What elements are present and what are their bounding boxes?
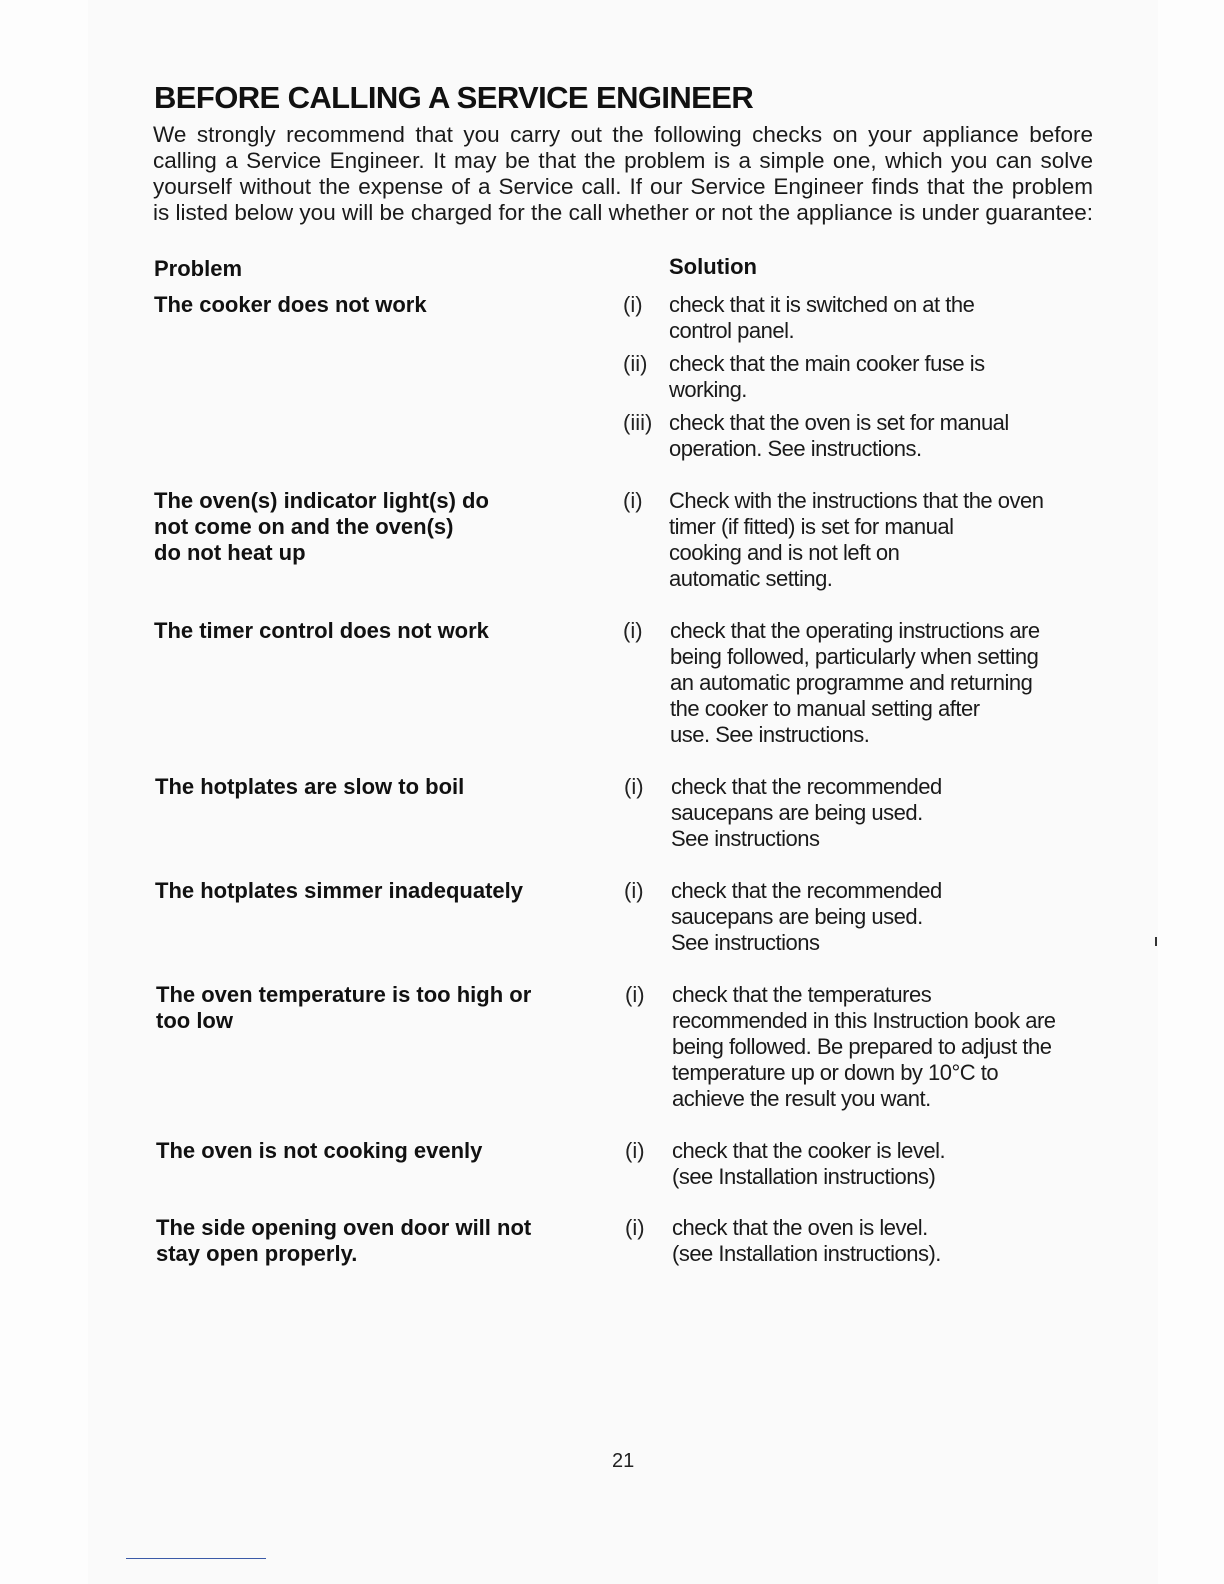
solution-line: cooking and is not left on xyxy=(669,540,900,565)
solution-line: achieve the result you want. xyxy=(672,1086,931,1111)
problem-column-header: Problem xyxy=(154,256,243,281)
solution-text xyxy=(670,618,1100,748)
intro-line: calling a Service Engineer. It may be that the problem is a simple one, which you can solve xyxy=(153,148,1093,173)
problem-indicator-lights xyxy=(154,488,594,566)
problem-oven-temperature xyxy=(156,982,596,1034)
solution-line: temperature up or down by 10°C to xyxy=(672,1060,999,1085)
solution-line: saucepans are being used. xyxy=(671,800,923,825)
problem-slow-to-boil xyxy=(155,774,595,800)
intro-line: We strongly recommend that you carry out the following checks on your appliance before xyxy=(153,122,1093,147)
problem-line: stay open properly. xyxy=(156,1241,358,1266)
solution-line: the cooker to manual setting after xyxy=(670,696,980,721)
problem-line: The timer control does not work xyxy=(154,618,489,643)
solution-line: check that the operating instructions are xyxy=(670,618,1040,643)
solution-text xyxy=(669,410,1099,462)
solution-line: (see Installation instructions) xyxy=(672,1164,936,1189)
problem-oven-door xyxy=(156,1215,596,1267)
solution-number: (iii) xyxy=(623,410,653,435)
solution-text xyxy=(669,351,1099,403)
problem-uneven-cooking xyxy=(156,1138,596,1164)
problem-line: do not heat up xyxy=(154,540,306,565)
problem-line: The side opening oven door will not xyxy=(156,1215,532,1240)
scan-mark xyxy=(1155,937,1157,946)
intro-line: yourself without the expense of a Service call. If our Service Engineer finds that the problem xyxy=(153,174,1093,199)
solution-line: check that the main cooker fuse is xyxy=(669,351,985,376)
problem-line: The hotplates simmer inadequately xyxy=(155,878,523,903)
solution-line: automatic setting. xyxy=(669,566,833,591)
solution-number: (i) xyxy=(624,878,644,903)
problem-timer-control xyxy=(154,618,594,644)
solution-text xyxy=(672,1138,1102,1190)
problem-line: too low xyxy=(156,1008,233,1033)
solution-line: working. xyxy=(669,377,747,402)
solution-line: saucepans are being used. xyxy=(671,904,923,929)
solution-number: (i) xyxy=(623,488,643,513)
solution-text xyxy=(672,982,1102,1112)
solution-number: (i) xyxy=(623,292,643,317)
solution-number: (i) xyxy=(625,1215,645,1240)
problem-line: not come on and the oven(s) xyxy=(154,514,454,539)
solution-number: (i) xyxy=(624,774,644,799)
solution-line: check that the oven is level. xyxy=(672,1215,928,1240)
intro-paragraph xyxy=(153,122,1093,226)
problem-line: The cooker does not work xyxy=(154,292,427,317)
problem-line: The oven temperature is too high or xyxy=(156,982,532,1007)
solution-line: Check with the instructions that the oven xyxy=(669,488,1044,513)
problem-line: The hotplates are slow to boil xyxy=(155,774,465,799)
solution-number: (i) xyxy=(623,618,643,643)
solution-line: check that the temperatures xyxy=(672,982,932,1007)
solution-text xyxy=(672,1215,1102,1267)
solution-line: recommended in this Instruction book are xyxy=(672,1008,1056,1033)
solution-line: operation. See instructions. xyxy=(669,436,922,461)
solution-text xyxy=(671,878,1101,956)
intro-line: is listed below you will be charged for the call whether or not the appliance is under guarantee: xyxy=(153,200,1093,225)
solution-line: check that the cooker is level. xyxy=(672,1138,946,1163)
problem-cooker-not-working xyxy=(154,292,594,318)
solution-line: See instructions xyxy=(671,826,820,851)
solution-number: (ii) xyxy=(623,351,648,376)
solution-line: timer (if fitted) is set for manual xyxy=(669,514,954,539)
solution-line: an automatic programme and returning xyxy=(670,670,1033,695)
solution-line: check that the oven is set for manual xyxy=(669,410,1009,435)
solution-line: (see Installation instructions). xyxy=(672,1241,941,1266)
solution-line: use. See instructions. xyxy=(670,722,870,747)
solution-text xyxy=(671,774,1101,852)
solution-number: (i) xyxy=(625,1138,645,1163)
solution-text xyxy=(669,292,1099,344)
solution-line: See instructions xyxy=(671,930,820,955)
page-number: 21 xyxy=(612,1450,635,1472)
solution-line: check that the recommended xyxy=(671,774,942,799)
solution-column-header: Solution xyxy=(669,254,757,279)
problem-line: The oven is not cooking evenly xyxy=(156,1138,483,1163)
solution-line: check that it is switched on at the xyxy=(669,292,975,317)
problem-line: The oven(s) indicator light(s) do xyxy=(154,488,489,513)
bottom-rule xyxy=(126,1558,266,1559)
solution-line: being followed, particularly when setting xyxy=(670,644,1039,669)
solution-line: being followed. Be prepared to adjust the xyxy=(672,1034,1052,1059)
solution-line: control panel. xyxy=(669,318,795,343)
solution-text xyxy=(669,488,1099,592)
solution-line: check that the recommended xyxy=(671,878,942,903)
page-title: BEFORE CALLING A SERVICE ENGINEER xyxy=(154,80,754,115)
solution-number: (i) xyxy=(625,982,645,1007)
problem-simmer-inadequate xyxy=(155,878,595,904)
